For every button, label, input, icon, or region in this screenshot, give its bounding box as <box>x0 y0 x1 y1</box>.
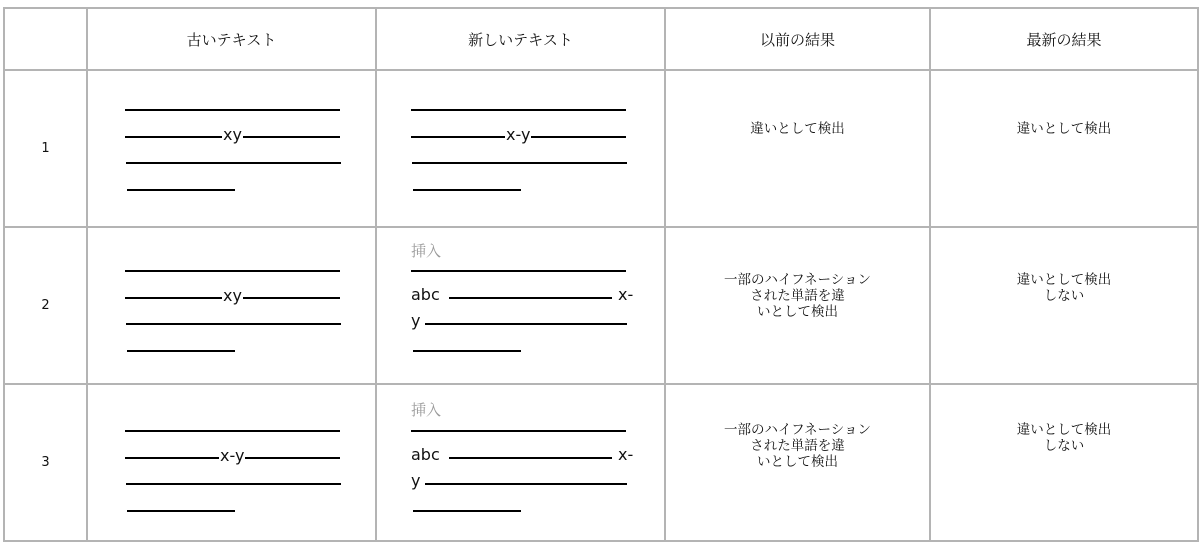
text-line <box>127 350 235 352</box>
text-line <box>412 162 627 164</box>
row-number: 3 <box>4 384 87 541</box>
text-line <box>411 270 626 272</box>
header-new-text: 新しいテキスト <box>376 8 665 70</box>
text-line <box>411 430 626 432</box>
text-line <box>425 323 627 325</box>
text-line <box>413 510 521 512</box>
text-line <box>127 189 235 191</box>
prefix-word: abc <box>411 445 440 464</box>
latest-result-cell <box>930 384 1198 541</box>
table-row <box>4 384 1198 541</box>
old-text-cell <box>87 227 376 384</box>
latest-result: 違いとして検出 <box>1016 121 1112 137</box>
text-line <box>425 483 627 485</box>
previous-result: 一部のハイフネーション された単語を違 いとして検出 <box>723 422 871 470</box>
text-line <box>411 109 626 111</box>
latest-result-cell <box>930 227 1198 384</box>
table-row <box>4 70 1198 227</box>
word: xy <box>223 286 242 305</box>
word: x-y <box>506 125 531 144</box>
text-line <box>449 297 612 299</box>
new-text-cell <box>376 384 665 541</box>
previous-result-cell <box>665 384 930 541</box>
text-line <box>125 109 340 111</box>
previous-result: 一部のハイフネーション された単語を違 いとして検出 <box>723 272 871 320</box>
text-line <box>126 323 341 325</box>
hyphenated-part-1: x- <box>618 285 634 304</box>
insert-label: 挿入 <box>411 401 442 419</box>
insert-label: 挿入 <box>411 242 442 260</box>
row-number: 2 <box>4 227 87 384</box>
hyphenated-part-2: y <box>411 311 421 330</box>
previous-result-cell <box>665 227 930 384</box>
previous-result-cell <box>665 70 930 227</box>
new-text-cell <box>376 227 665 384</box>
previous-result: 違いとして検出 <box>750 121 845 137</box>
header-num <box>4 8 87 70</box>
new-text-cell <box>376 70 665 227</box>
latest-result: 違いとして検出 しない <box>1016 272 1112 304</box>
comparison-table <box>3 7 1199 542</box>
hyphenated-part-1: x- <box>618 445 634 464</box>
old-text-cell <box>87 70 376 227</box>
text-line <box>126 483 341 485</box>
header-latest-result: 最新の結果 <box>930 8 1198 70</box>
text-line <box>125 270 340 272</box>
old-text-cell <box>87 384 376 541</box>
prefix-word: abc <box>411 285 440 304</box>
hyphenated-part-2: y <box>411 471 421 490</box>
word: xy <box>223 125 242 144</box>
text-line <box>449 457 612 459</box>
text-line <box>127 510 235 512</box>
latest-result: 違いとして検出 しない <box>1016 422 1112 454</box>
word: x-y <box>220 446 245 465</box>
header-row <box>4 8 1198 70</box>
table-row <box>4 227 1198 384</box>
text-line <box>126 162 341 164</box>
row-number: 1 <box>4 70 87 227</box>
text-line <box>125 430 340 432</box>
header-previous-result: 以前の結果 <box>665 8 930 70</box>
latest-result-cell <box>930 70 1198 227</box>
text-line <box>413 189 521 191</box>
text-line <box>413 350 521 352</box>
header-old-text: 古いテキスト <box>87 8 376 70</box>
